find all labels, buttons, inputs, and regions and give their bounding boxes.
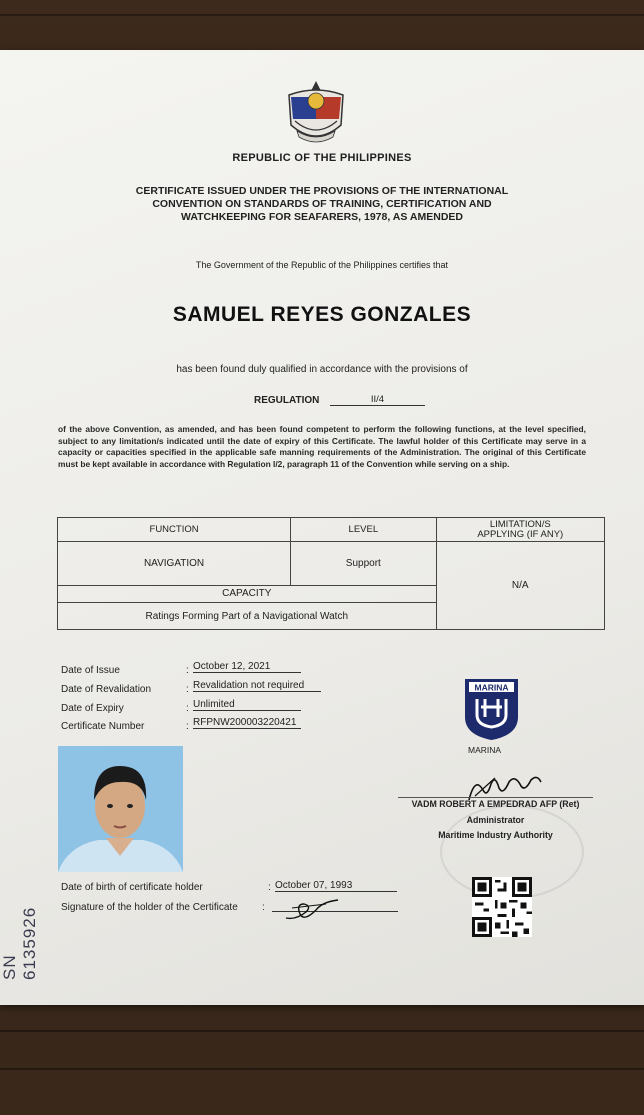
- administrator-title: Administrator: [466, 815, 525, 825]
- marina-shield-icon: [463, 677, 520, 741]
- certificate-intro: [0, 185, 644, 224]
- revalidation-label: Date of Revalidation: [61, 684, 152, 695]
- certificate-number-label: Certificate Number: [61, 721, 145, 732]
- regulation-label: REGULATION: [254, 395, 320, 406]
- republic-title: REPUBLIC OF THE PHILIPPINES: [232, 152, 412, 164]
- function-value: NAVIGATION: [58, 542, 291, 586]
- capacity-value: Ratings Forming Part of a Navigational Watch: [145, 611, 349, 622]
- competence-text: of the above Convention, as amended, and has been found competent to perform the following functions, at the level specified, subject to any limitation/s indicated until the date of expiry of this Certificate. The lawful holder of this Certificate may serve in a capacity or capacities specified in the applicable safe manning requirements of the Administration. The original of this Certificate must be kept available in accordance with Regulation I/2, paragraph 11 of the Convention while serving on a ship.: [58, 424, 586, 469]
- marina-label: MARINA: [468, 745, 502, 755]
- limitation-header-line: APPLYING (IF ANY): [477, 528, 564, 540]
- issue-value: October 12, 2021: [193, 661, 301, 673]
- intro-line: WATCHKEEPING FOR SEAFARERS, 1978, AS AMENDED: [181, 211, 463, 223]
- expiry-value: Unlimited: [193, 699, 301, 711]
- capacity-cell: [58, 586, 437, 630]
- regulation-value: II/4: [330, 394, 425, 406]
- level-header: LEVEL: [291, 518, 436, 542]
- function-header: FUNCTION: [58, 518, 291, 542]
- level-value: Support: [291, 542, 436, 586]
- colon: :: [262, 902, 265, 913]
- serial-number: SN 6135926: [0, 906, 39, 980]
- colon: :: [268, 882, 271, 893]
- limitation-header: [436, 518, 604, 542]
- colon: :: [186, 703, 189, 714]
- colon: :: [186, 684, 189, 695]
- issue-label: Date of Issue: [61, 665, 120, 676]
- intro-line: CONVENTION ON STANDARDS OF TRAINING, CERTIFICATION AND: [152, 198, 492, 210]
- intro-line: CERTIFICATE ISSUED UNDER THE PROVISIONS OF THE INTERNATIONAL: [135, 185, 509, 197]
- capacity-header: CAPACITY: [58, 586, 436, 603]
- functions-table: [57, 517, 605, 630]
- certifies-text: The Government of the Republic of the Philippines certifies that: [195, 260, 449, 270]
- holder-signature: [282, 892, 342, 924]
- colon: :: [186, 665, 189, 676]
- administrator-name: VADM ROBERT A EMPEDRAD AFP (Ret): [398, 797, 593, 809]
- certificate-number-value: RFPNW200003220421: [193, 717, 301, 729]
- holder-photo: [58, 746, 183, 872]
- colon: :: [186, 721, 189, 732]
- revalidation-value: Revalidation not required: [193, 680, 321, 692]
- marina-logo-text: MARINA: [474, 682, 509, 693]
- dob-label: Date of birth of certificate holder: [61, 882, 203, 893]
- dob-value: October 07, 1993: [275, 880, 397, 892]
- qr-code: [472, 877, 532, 937]
- philippine-seal-icon: [283, 77, 349, 147]
- limitation-value: N/A: [436, 542, 604, 630]
- holder-name: SAMUEL REYES GONZALES: [172, 303, 472, 326]
- marina-logo: [463, 677, 520, 741]
- limitation-header-line: LIMITATION/S: [489, 518, 551, 530]
- expiry-label: Date of Expiry: [61, 703, 124, 714]
- qualified-text: has been found duly qualified in accordance with the provisions of: [176, 364, 468, 375]
- administrator-organization: Maritime Industry Authority: [438, 830, 553, 840]
- holder-signature-label: Signature of the holder of the Certificate: [61, 902, 238, 913]
